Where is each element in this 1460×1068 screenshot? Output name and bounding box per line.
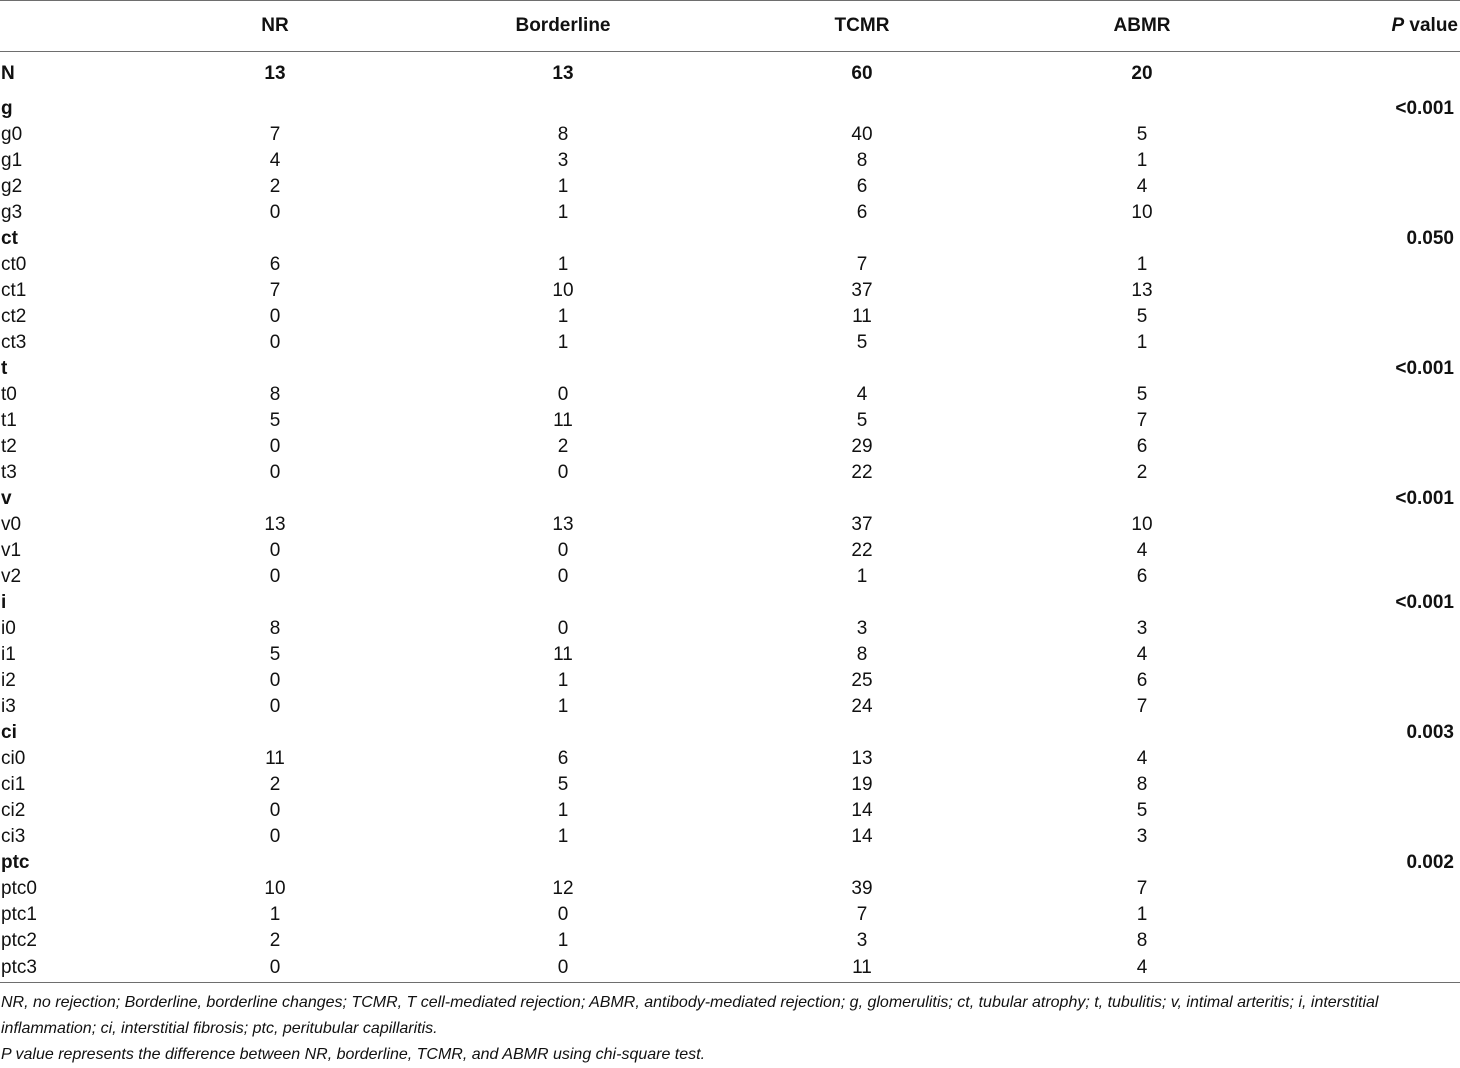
row-p-empty — [1276, 668, 1460, 694]
table-row — [0, 512, 1460, 538]
group-empty-cell — [1008, 720, 1276, 746]
table-row — [0, 278, 1460, 304]
cell-borderline: 1 — [557, 696, 569, 717]
cell-nr: 11 — [265, 748, 285, 769]
row-label: ci2 — [1, 800, 26, 821]
cell-nr: 0 — [269, 957, 281, 978]
group-empty-cell — [716, 96, 1008, 122]
row-label: g0 — [1, 124, 23, 145]
cell-abmr: 4 — [1136, 644, 1148, 665]
table-row — [0, 642, 1460, 668]
group-empty-cell — [410, 356, 716, 382]
header-p-italic: P — [1391, 15, 1405, 36]
group-empty-cell — [1008, 850, 1276, 876]
row-label: t2 — [1, 436, 17, 457]
group-empty-cell — [140, 720, 410, 746]
cell-borderline: 11 — [553, 410, 573, 431]
cell-abmr: 6 — [1136, 436, 1148, 457]
cell-nr: 0 — [269, 436, 281, 457]
cell-borderline: 11 — [553, 644, 573, 665]
row-p-empty — [1276, 200, 1460, 226]
cell-abmr: 5 — [1136, 800, 1148, 821]
row-p-empty — [1276, 824, 1460, 850]
cell-tcmr: 22 — [851, 540, 873, 561]
n-tcmr: 60 — [851, 63, 873, 84]
table-header-row — [0, 1, 1460, 52]
row-label: i3 — [1, 696, 16, 717]
table-row — [0, 798, 1460, 824]
row-p-empty — [1276, 902, 1460, 928]
n-nr: 13 — [264, 63, 286, 84]
group-empty-cell — [1008, 590, 1276, 616]
row-label: ptc3 — [1, 957, 37, 978]
row-label: ct1 — [1, 280, 27, 301]
cell-tcmr: 5 — [856, 410, 868, 431]
row-label: ci3 — [1, 826, 26, 847]
table-row — [0, 200, 1460, 226]
cell-abmr: 2 — [1136, 462, 1148, 483]
row-label: ptc0 — [1, 878, 37, 899]
cell-nr: 0 — [269, 800, 281, 821]
group-label: t — [1, 358, 8, 379]
cell-nr: 7 — [269, 280, 281, 301]
cell-abmr: 1 — [1136, 150, 1148, 171]
cell-tcmr: 40 — [851, 124, 873, 145]
table-row — [0, 668, 1460, 694]
cell-tcmr: 22 — [851, 462, 873, 483]
cell-nr: 7 — [269, 124, 281, 145]
cell-borderline: 1 — [557, 800, 569, 821]
group-empty-cell — [410, 226, 716, 252]
group-empty-cell — [1008, 486, 1276, 512]
row-label: i2 — [1, 670, 16, 691]
group-label: ptc — [1, 852, 30, 873]
group-empty-cell — [410, 850, 716, 876]
cell-tcmr: 14 — [851, 800, 873, 821]
row-p-empty — [1276, 564, 1460, 590]
row-p-empty — [1276, 538, 1460, 564]
cell-nr: 2 — [269, 930, 281, 951]
cell-nr: 8 — [269, 384, 281, 405]
cell-nr: 0 — [269, 462, 281, 483]
cell-nr: 8 — [269, 618, 281, 639]
cell-nr: 0 — [269, 540, 281, 561]
cell-nr: 0 — [269, 696, 281, 717]
table-row — [0, 330, 1460, 356]
cell-abmr: 5 — [1136, 306, 1148, 327]
n-row — [0, 52, 1460, 97]
n-borderline: 13 — [552, 63, 574, 84]
row-p-empty — [1276, 928, 1460, 954]
cell-borderline: 1 — [557, 202, 569, 223]
row-label: t0 — [1, 384, 17, 405]
cell-abmr: 13 — [1131, 280, 1153, 301]
group-p-value: 0.050 — [1406, 228, 1454, 249]
group-label: ci — [1, 722, 17, 743]
row-p-empty — [1276, 512, 1460, 538]
cell-borderline: 3 — [557, 150, 569, 171]
cell-abmr: 4 — [1136, 957, 1148, 978]
cell-tcmr: 5 — [856, 332, 868, 353]
cell-borderline: 5 — [557, 774, 569, 795]
cell-borderline: 13 — [552, 514, 574, 535]
group-empty-cell — [410, 720, 716, 746]
cell-abmr: 8 — [1136, 930, 1148, 951]
cell-tcmr: 13 — [851, 748, 873, 769]
row-label: v2 — [1, 566, 22, 587]
abbreviations-note: NR, no rejection; Borderline, borderline changes; TCMR, T cell-mediated rejection; ABMR, antibody-mediated rejection; g, glomerulitis; ct, tubular atrophy; t, tubulitis; v, intimal arteritis; i, interstitial inflammation; ci, interstitial fibrosis; ptc, peritubular capillaritis. — [1, 994, 1379, 1037]
cell-borderline: 8 — [557, 124, 569, 145]
cell-nr: 5 — [269, 644, 281, 665]
table-row — [0, 460, 1460, 486]
row-label: g3 — [1, 202, 23, 223]
table-row — [0, 434, 1460, 460]
cell-tcmr: 7 — [856, 904, 868, 925]
table-row — [0, 148, 1460, 174]
row-p-empty — [1276, 278, 1460, 304]
row-p-empty — [1276, 330, 1460, 356]
cell-borderline: 0 — [557, 904, 569, 925]
group-p-value: <0.001 — [1395, 358, 1454, 379]
group-empty-cell — [140, 590, 410, 616]
row-p-empty — [1276, 122, 1460, 148]
row-label: ptc2 — [1, 930, 37, 951]
table-row — [0, 538, 1460, 564]
cell-tcmr: 6 — [856, 176, 868, 197]
cell-borderline: 10 — [552, 280, 574, 301]
cell-borderline: 1 — [557, 306, 569, 327]
cell-tcmr: 6 — [856, 202, 868, 223]
row-label: ci1 — [1, 774, 26, 795]
cell-abmr: 4 — [1136, 176, 1148, 197]
p-value-note: P value represents the difference between NR, borderline, TCMR, and ABMR using chi-square test. — [1, 1046, 706, 1063]
cell-borderline: 1 — [557, 254, 569, 275]
group-empty-cell — [1008, 96, 1276, 122]
group-label: ct — [1, 228, 18, 249]
cell-nr: 0 — [269, 566, 281, 587]
header-borderline: Borderline — [515, 15, 611, 36]
group-empty-cell — [716, 850, 1008, 876]
group-empty-cell — [140, 226, 410, 252]
n-label: N — [1, 63, 15, 84]
table-row — [0, 564, 1460, 590]
row-label: v0 — [1, 514, 22, 535]
cell-nr: 13 — [264, 514, 286, 535]
cell-borderline: 1 — [557, 332, 569, 353]
cell-abmr: 6 — [1136, 670, 1148, 691]
cell-nr: 0 — [269, 670, 281, 691]
cell-abmr: 3 — [1136, 618, 1148, 639]
cell-abmr: 6 — [1136, 566, 1148, 587]
group-label: v — [1, 488, 12, 509]
group-empty-cell — [716, 720, 1008, 746]
table-row — [0, 928, 1460, 954]
table-row — [0, 824, 1460, 850]
n-p-value — [1276, 52, 1460, 97]
table-row — [0, 902, 1460, 928]
cell-abmr: 10 — [1131, 514, 1153, 535]
row-label: t1 — [1, 410, 17, 431]
table-footnotes — [1, 990, 1457, 1068]
cell-nr: 4 — [269, 150, 281, 171]
table-row — [0, 772, 1460, 798]
cell-abmr: 4 — [1136, 748, 1148, 769]
row-label: g2 — [1, 176, 23, 197]
row-p-empty — [1276, 408, 1460, 434]
row-p-empty — [1276, 954, 1460, 983]
cell-nr: 0 — [269, 332, 281, 353]
row-label: ct0 — [1, 254, 27, 275]
group-empty-cell — [140, 850, 410, 876]
row-p-empty — [1276, 382, 1460, 408]
table-row — [0, 174, 1460, 200]
cell-abmr: 10 — [1131, 202, 1153, 223]
group-empty-cell — [410, 486, 716, 512]
group-p-value: 0.003 — [1406, 722, 1454, 743]
cell-nr: 1 — [269, 904, 281, 925]
table-row — [0, 694, 1460, 720]
cell-abmr: 1 — [1136, 254, 1148, 275]
group-p-value: <0.001 — [1395, 488, 1454, 509]
cell-abmr: 7 — [1136, 878, 1148, 899]
header-p-value — [1276, 1, 1460, 52]
cell-abmr: 5 — [1136, 124, 1148, 145]
cell-borderline: 2 — [557, 436, 569, 457]
row-p-empty — [1276, 148, 1460, 174]
row-p-empty — [1276, 642, 1460, 668]
cell-nr: 6 — [269, 254, 281, 275]
row-label: t3 — [1, 462, 17, 483]
cell-abmr: 5 — [1136, 384, 1148, 405]
cell-abmr: 7 — [1136, 410, 1148, 431]
cell-abmr: 1 — [1136, 904, 1148, 925]
cell-borderline: 0 — [557, 384, 569, 405]
row-p-empty — [1276, 876, 1460, 902]
cell-tcmr: 37 — [851, 514, 873, 535]
row-label: g1 — [1, 150, 23, 171]
cell-borderline: 1 — [557, 930, 569, 951]
group-empty-cell — [1008, 356, 1276, 382]
cell-borderline: 0 — [557, 566, 569, 587]
row-label: ct3 — [1, 332, 27, 353]
cell-tcmr: 1 — [856, 566, 868, 587]
group-empty-cell — [140, 356, 410, 382]
group-label: g — [1, 98, 13, 119]
row-p-empty — [1276, 304, 1460, 330]
row-p-empty — [1276, 460, 1460, 486]
table-row — [0, 616, 1460, 642]
cell-borderline: 12 — [552, 878, 574, 899]
row-p-empty — [1276, 174, 1460, 200]
cell-tcmr: 3 — [856, 930, 868, 951]
table-row — [0, 876, 1460, 902]
cell-borderline: 1 — [557, 670, 569, 691]
group-row-5 — [0, 720, 1460, 746]
group-row-3 — [0, 486, 1460, 512]
cell-borderline: 0 — [557, 957, 569, 978]
table-row — [0, 408, 1460, 434]
cell-borderline: 1 — [557, 826, 569, 847]
cell-tcmr: 11 — [852, 306, 872, 327]
group-row-0 — [0, 96, 1460, 122]
cell-nr: 0 — [269, 202, 281, 223]
cell-tcmr: 29 — [851, 436, 873, 457]
row-p-empty — [1276, 616, 1460, 642]
group-empty-cell — [716, 486, 1008, 512]
group-empty-cell — [1008, 226, 1276, 252]
group-empty-cell — [140, 96, 410, 122]
row-p-empty — [1276, 252, 1460, 278]
group-label: i — [1, 592, 7, 613]
group-p-value: 0.002 — [1406, 852, 1454, 873]
header-p-rest: value — [1404, 15, 1458, 36]
table-row — [0, 122, 1460, 148]
group-p-value: <0.001 — [1395, 592, 1454, 613]
table-body — [0, 52, 1460, 983]
cell-tcmr: 3 — [856, 618, 868, 639]
group-row-6 — [0, 850, 1460, 876]
cell-abmr: 1 — [1136, 332, 1148, 353]
cell-tcmr: 7 — [856, 254, 868, 275]
table-row — [0, 954, 1460, 983]
table-row — [0, 746, 1460, 772]
row-label: v1 — [1, 540, 22, 561]
row-p-empty — [1276, 746, 1460, 772]
cell-tcmr: 37 — [851, 280, 873, 301]
row-label: ptc1 — [1, 904, 37, 925]
row-p-empty — [1276, 694, 1460, 720]
cell-nr: 10 — [264, 878, 286, 899]
table-row — [0, 304, 1460, 330]
cell-nr: 5 — [269, 410, 281, 431]
cell-nr: 0 — [269, 306, 281, 327]
group-empty-cell — [410, 96, 716, 122]
group-empty-cell — [716, 356, 1008, 382]
cell-borderline: 0 — [557, 540, 569, 561]
group-empty-cell — [716, 590, 1008, 616]
cell-borderline: 0 — [557, 618, 569, 639]
cell-tcmr: 11 — [852, 957, 872, 978]
header-tcmr: TCMR — [834, 15, 890, 36]
header-nr: NR — [261, 15, 289, 36]
cell-abmr: 7 — [1136, 696, 1148, 717]
group-empty-cell — [140, 486, 410, 512]
cell-nr: 0 — [269, 826, 281, 847]
cell-abmr: 4 — [1136, 540, 1148, 561]
cell-tcmr: 14 — [851, 826, 873, 847]
group-empty-cell — [410, 590, 716, 616]
cell-tcmr: 8 — [856, 150, 868, 171]
cell-borderline: 6 — [557, 748, 569, 769]
group-row-2 — [0, 356, 1460, 382]
cell-abmr: 3 — [1136, 826, 1148, 847]
row-label: i0 — [1, 618, 16, 639]
group-p-value: <0.001 — [1395, 98, 1454, 119]
header-abmr: ABMR — [1113, 15, 1171, 36]
group-row-1 — [0, 226, 1460, 252]
cell-nr: 2 — [269, 774, 281, 795]
cell-borderline: 0 — [557, 462, 569, 483]
cell-nr: 2 — [269, 176, 281, 197]
group-empty-cell — [716, 226, 1008, 252]
row-p-empty — [1276, 434, 1460, 460]
row-p-empty — [1276, 772, 1460, 798]
row-label: i1 — [1, 644, 16, 665]
cell-tcmr: 8 — [856, 644, 868, 665]
cell-tcmr: 24 — [851, 696, 873, 717]
cell-tcmr: 39 — [851, 878, 873, 899]
table-row — [0, 252, 1460, 278]
cell-tcmr: 25 — [851, 670, 873, 691]
n-abmr: 20 — [1131, 63, 1153, 84]
cell-tcmr: 19 — [851, 774, 873, 795]
row-label: ct2 — [1, 306, 27, 327]
cell-tcmr: 4 — [856, 384, 868, 405]
cell-abmr: 8 — [1136, 774, 1148, 795]
row-label: ci0 — [1, 748, 26, 769]
row-p-empty — [1276, 798, 1460, 824]
table-row — [0, 382, 1460, 408]
group-row-4 — [0, 590, 1460, 616]
header-label-cell — [0, 1, 140, 52]
cell-borderline: 1 — [557, 176, 569, 197]
